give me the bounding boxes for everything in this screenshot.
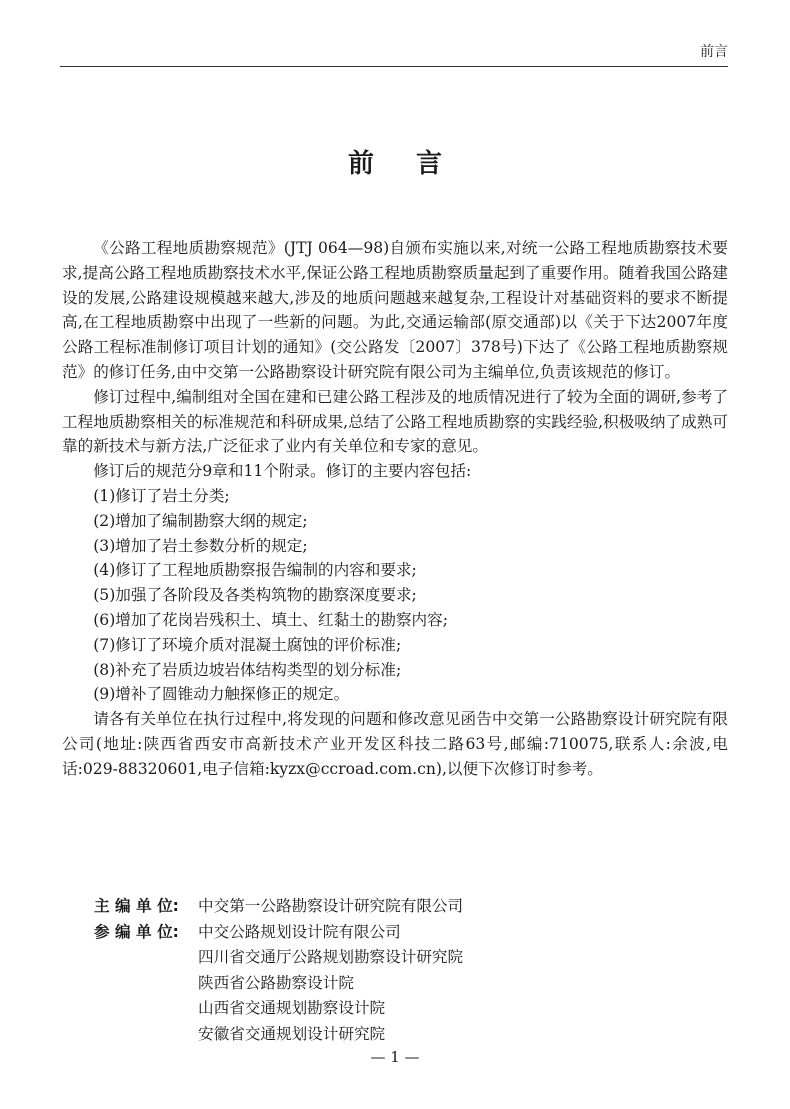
paragraph-process: 修订过程中,编制组对全国在建和已建公路工程涉及的地质情况进行了较为全面的调研,参考了工程地质勘察相关的标准规范和科研成果,总结了公路工程地质勘察的实践经验,积极吸纳了成熟可靠的新技术与新方法,广泛征求了业内有关单位和专家的意见。: [62, 387, 728, 456]
chief-editor-unit: 中交第一公路勘察设计研究院有限公司: [198, 897, 464, 915]
revision-item: (2)增加了编制勘察大纲的规定;: [93, 511, 308, 530]
running-header: 前言: [700, 44, 728, 60]
paragraph-intro: 《公路工程地质勘察规范》(JTJ 064—98)自颁布实施以来,对统一公路工程地质勘察技术要求,提高公路工程地质勘察技术水平,保证公路工程地质勘察质量起到了重要作用。随着我国公路建设的发展,公路建设规模越来越大,涉及的地质问题越来越复杂,工程设计对基础资料的要求不断提高,在工程地质勘察中出现了一些新的问题。为此,交通运输部(原交通部)以《关于下达2007年度公路工程标准制修订项目计划的通知》(交公路发〔2007〕378号)下达了《公路工程地质勘察规范》的修订任务,由中交第一公路勘察设计研究院有限公司为主编单位,负责该规范的修订。: [62, 239, 728, 381]
participating-unit: 山西省交通规划勘察设计院: [198, 999, 386, 1017]
participating-unit: 陕西省公路勘察设计院: [198, 973, 354, 992]
revision-item: (4)修订了工程地质勘察报告编制的内容和要求;: [93, 561, 417, 580]
participating-unit: 安徽省交通规划设计研究院: [198, 1024, 386, 1043]
participating-unit: 中交公路规划设计院有限公司: [198, 922, 401, 941]
participating-row: [62, 996, 728, 1022]
participating-row: [62, 1022, 728, 1048]
revision-item: (1)修订了岩土分类;: [93, 486, 230, 505]
revision-item: (3)增加了岩土参数分析的规定;: [93, 536, 308, 555]
chief-editor-label: 主 编 单 位:: [94, 897, 179, 915]
participating-row: [62, 971, 728, 997]
page-title: 前言: [347, 149, 484, 179]
revision-item: (6)增加了花岗岩残积土、填土、红黏土的勘察内容;: [93, 610, 448, 629]
participating-row: [62, 920, 728, 946]
revision-item: (7)修订了环境介质对混凝土腐蚀的评价标准;: [93, 635, 402, 654]
editorial-units: [62, 894, 728, 1047]
paragraph-closing: 请各有关单位在执行过程中,将发现的问题和修改意见函告中交第一公路勘察设计研究院有限公司(地址:陕西省西安市高新技术产业开发区科技二路63号,邮编:710075,联系人:余波,电话:029-88320601,电子信箱:kyzx@ccroad.com.cn),以便下次修订时参考。: [62, 710, 728, 778]
header-rule: [60, 66, 728, 67]
paragraph-summary: 修订后的规范分9章和11个附录。修订的主要内容包括:: [93, 462, 472, 481]
participating-unit: 四川省交通厅公路规划勘察设计研究院: [198, 948, 464, 966]
revision-item: (5)加强了各阶段及各类构筑物的勘察深度要求;: [93, 586, 417, 605]
page-number: — 1 —: [370, 1048, 420, 1066]
participating-row: [62, 945, 728, 971]
revision-item: (8)补充了岩质边坡岩体结构类型的划分标准;: [93, 660, 402, 679]
preface-body: [62, 236, 728, 782]
participating-label: 参 编 单 位:: [94, 922, 179, 941]
revision-item: (9)增补了圆锥动力触探修正的规定。: [93, 685, 350, 704]
chief-editor-row: [62, 894, 728, 920]
